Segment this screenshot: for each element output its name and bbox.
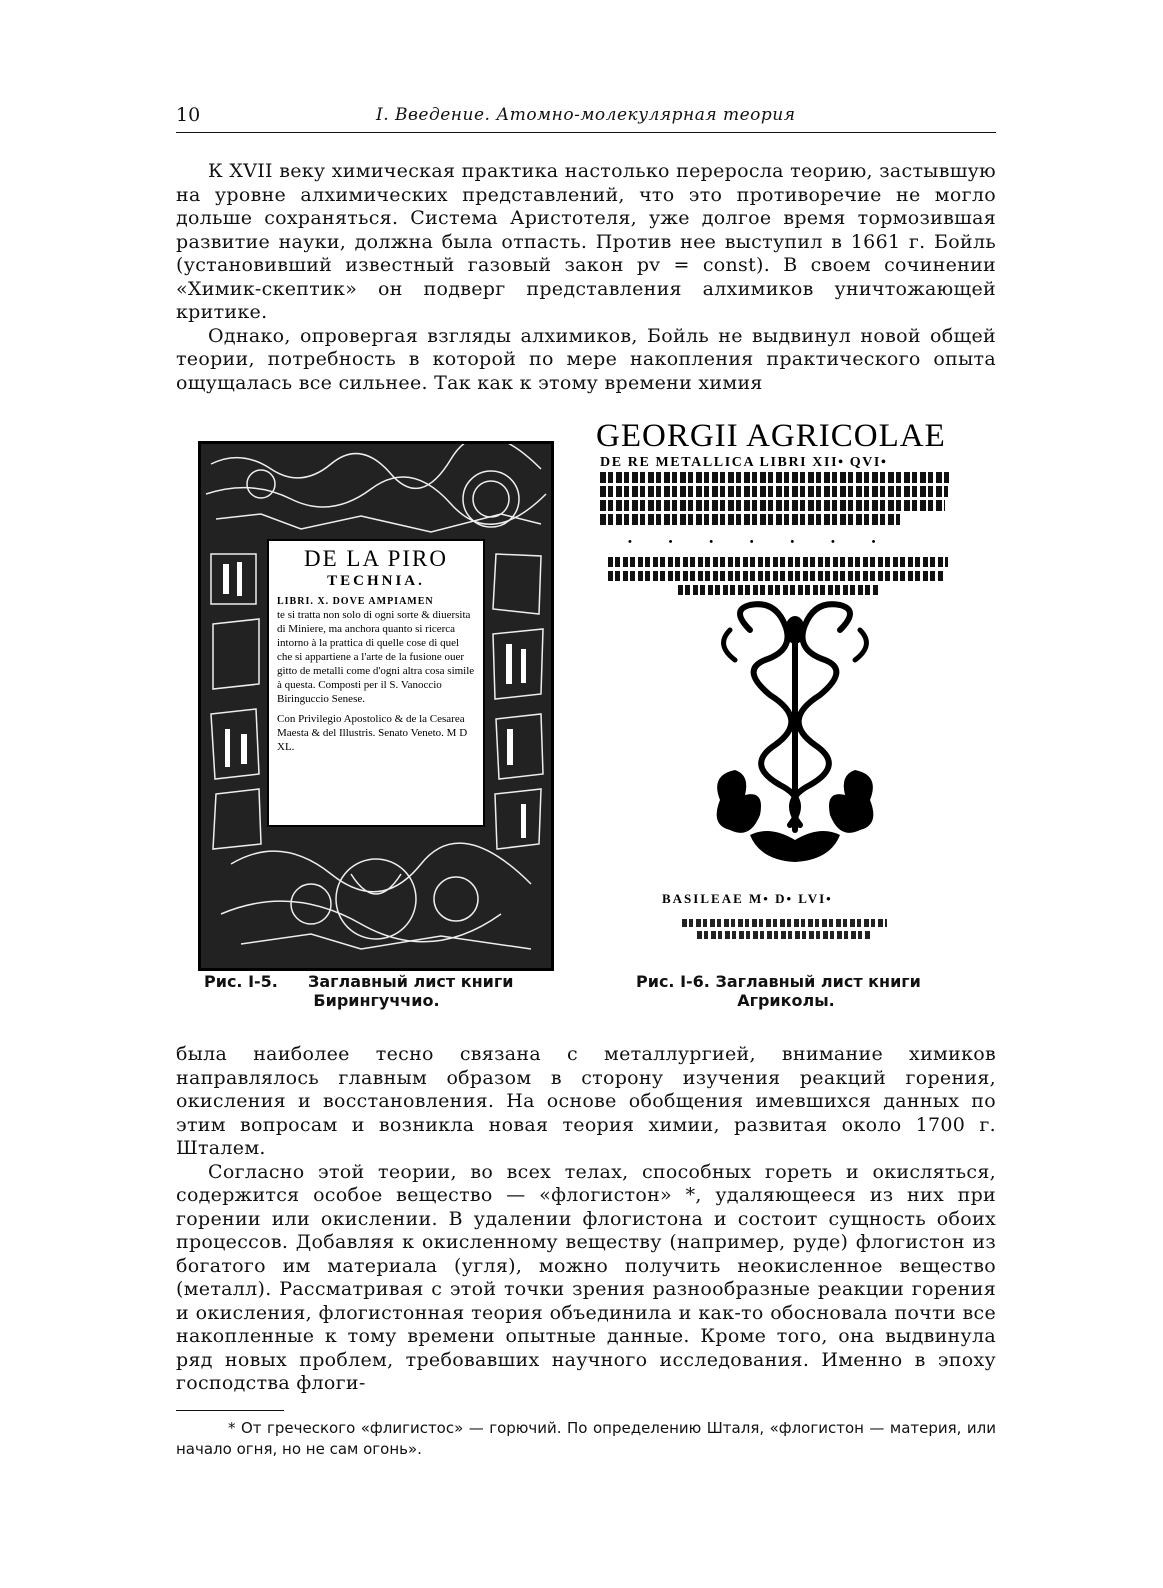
page-header <box>176 104 996 133</box>
title-cartouche <box>267 539 485 827</box>
caption-text: Заглавный лист книги <box>715 972 921 991</box>
footnote-text: * От греческого «флигистос» — горючий. По определению Шталя, «флогистон — материя, или начало огня, но не сам огонь». <box>176 1419 996 1458</box>
ornament-dots: • • • • • • • <box>628 536 893 548</box>
latin-description-lines <box>600 472 960 528</box>
caduceus-emblem <box>690 600 900 870</box>
latin-description-lines-2 <box>608 557 950 599</box>
figure-biringuccio-title-page <box>198 441 554 971</box>
privilege-lines <box>682 919 892 943</box>
book-title-line1: DE LA PIRO <box>304 546 448 571</box>
paragraph: была наиболее тесно связана с металлургией, внимание химиков направлялось главным образом в сторону изучения реакций горения, окисления и восстановления. На основе обобщения имевшихся данных по этим вопросам и возникла новая теория химии, развитая около 1700 г. Шталем. <box>176 1043 996 1159</box>
imprint-place-date: BASILEAE M• D• LVI• <box>662 891 833 906</box>
footnote-divider <box>176 1410 284 1411</box>
running-title: I. Введение. Атомно-молекулярная теория <box>376 105 796 125</box>
figure-agricola-title-page <box>590 418 970 958</box>
caption-text-line2: Агриколы. <box>737 991 835 1010</box>
book-subtitle: LIBRI. X. DOVE AMPIAMEN <box>277 596 434 607</box>
book-description: te si tratta non solo di ogni sorte & diuersita di Miniere, ma anchora quanto si ricerca intorno à la prattica di quelle cose di quel che si appartiene a l'arte de la fusione ouer gitto de metalli come d'ogni altra cosa simile à questa. Composti per il S. Vanoccio Biringuccio Senese. <box>277 609 475 705</box>
book-title: GEORGII AGRICOLAE <box>596 418 946 454</box>
figure-caption-6 <box>636 972 936 1010</box>
paragraph: Согласно этой теории, во всех телах, способных гореть и окисляться, содержится особое вещество — «флогистон» *, удаляющееся из них при горении или окислении. В удалении флогистона и состоит сущность обоих процессов. Добавляя к окисленному веществу (например, руде) флогистон из богатого им материала (угля), можно получить неокисленное вещество (металл). Рассматривая с этой точки зрения разнообразные реакции горения и окисления, флогистонная теория объединила и как-то обосновала почти все накопленные к тому времени опытные данные. Кроме того, она выдвинула ряд новых проблем, требовавших научного исследования. Именно в эпоху господства флоги- <box>176 1160 996 1394</box>
page-number: 10 <box>176 104 201 126</box>
body-text-top <box>176 160 996 395</box>
caption-text-line2: Бирингуччио. <box>313 991 440 1010</box>
body-text-bottom <box>176 1043 996 1396</box>
footnote <box>176 1418 996 1460</box>
caption-label: Рис. I-6. <box>636 972 710 991</box>
caption-text: Заглавный лист книги <box>308 972 514 991</box>
paragraph: К XVII веку химическая практика настолько переросла теорию, застывшую на уровне алхимических представлений, что это противоречие не могло дольше сохраняться. Система Аристотеля, уже долгое время тормозившая развитие науки, должна была отпасть. Против нее выступил в 1661 г. Бойль (установивший известный газовый закон pv = const). В своем сочинении «Химик-скептик» он подверг представления алхимиков уничтожающей критике. <box>176 160 996 323</box>
book-subtitle: DE RE METALLICA LIBRI XII• QVI• <box>600 455 888 470</box>
paragraph: Однако, опровергая взгляды алхимиков, Бойль не выдвинул новой общей теории, потребность в которой по мере накопления практического опыта ощущалась все сильнее. Так как к этому времени химия <box>176 324 996 394</box>
book-privilege: Con Privilegio Apostolico & de la Cesarea Maesta & del Illustris. Senato Veneto. M D XL. <box>277 713 468 753</box>
figure-caption-5 <box>204 972 549 1010</box>
caption-label: Рис. I-5. <box>204 972 278 991</box>
book-title-line2: TECHNIA. <box>327 573 425 589</box>
